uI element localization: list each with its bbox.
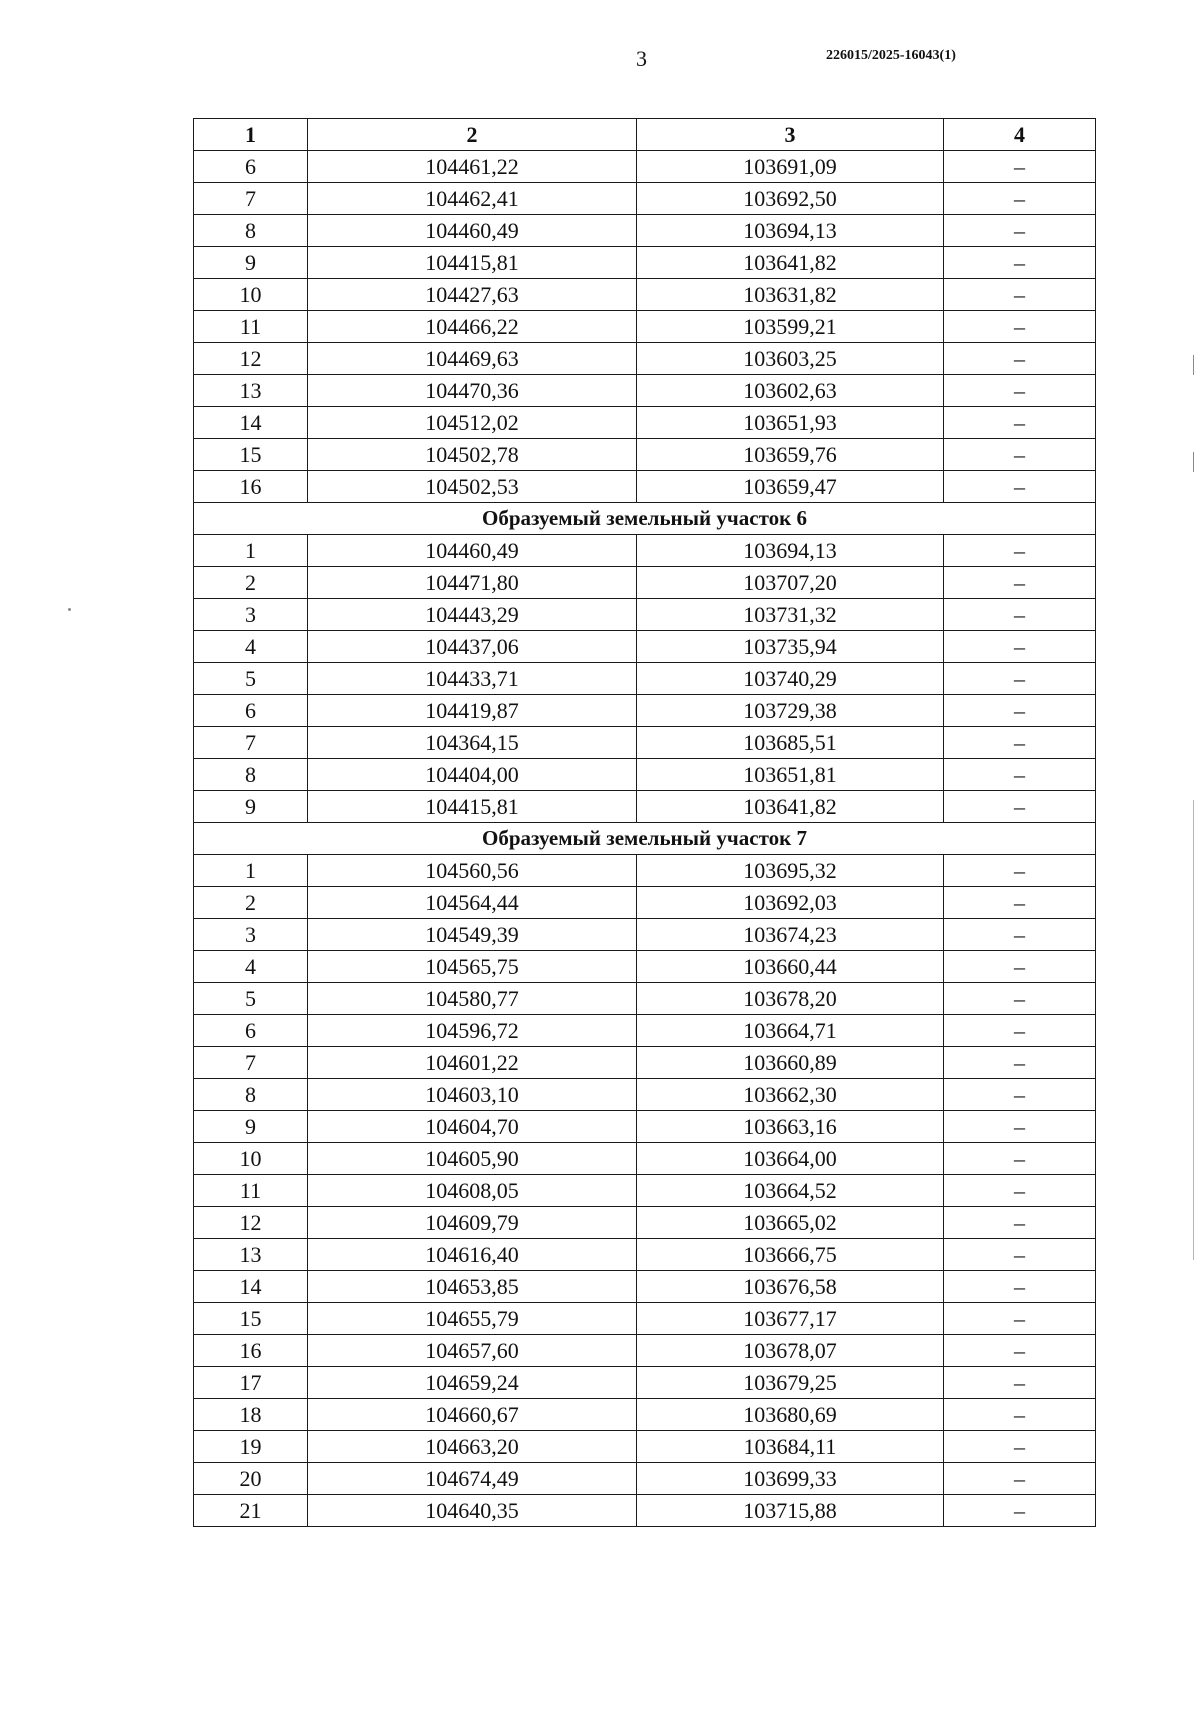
point-number-cell: 17: [194, 1367, 308, 1399]
x-coordinate-cell: 104419,87: [308, 695, 637, 727]
note-cell: –: [944, 919, 1096, 951]
x-coordinate-cell: 104364,15: [308, 727, 637, 759]
point-number-cell: 15: [194, 439, 308, 471]
table-header-row: [194, 119, 1096, 151]
table-row: [194, 1111, 1096, 1143]
point-number-cell: 8: [194, 759, 308, 791]
table-row: [194, 1463, 1096, 1495]
point-number-cell: 2: [194, 887, 308, 919]
x-coordinate-cell: 104461,22: [308, 151, 637, 183]
point-number-cell: 9: [194, 1111, 308, 1143]
x-coordinate-cell: 104605,90: [308, 1143, 637, 1175]
page-number: 3: [636, 46, 647, 71]
note-cell: –: [944, 1463, 1096, 1495]
table-row: [194, 471, 1096, 503]
document-number: 226015/2025-16043(1): [826, 48, 956, 63]
note-cell: –: [944, 1367, 1096, 1399]
point-number-cell: 6: [194, 151, 308, 183]
note-cell: –: [944, 631, 1096, 663]
table-row: [194, 407, 1096, 439]
table-row: [194, 663, 1096, 695]
note-cell: –: [944, 951, 1096, 983]
note-cell: –: [944, 311, 1096, 343]
x-coordinate-cell: 104663,20: [308, 1431, 637, 1463]
x-coordinate-cell: 104601,22: [308, 1047, 637, 1079]
x-coordinate-cell: 104462,41: [308, 183, 637, 215]
point-number-cell: 18: [194, 1399, 308, 1431]
note-cell: –: [944, 1431, 1096, 1463]
note-cell: –: [944, 279, 1096, 311]
x-coordinate-cell: 104502,78: [308, 439, 637, 471]
y-coordinate-cell: 103602,63: [637, 375, 944, 407]
x-coordinate-cell: 104604,70: [308, 1111, 637, 1143]
table-row: [194, 1239, 1096, 1271]
point-number-cell: 13: [194, 1239, 308, 1271]
x-coordinate-cell: 104502,53: [308, 471, 637, 503]
table-row: [194, 535, 1096, 567]
y-coordinate-cell: 103662,30: [637, 1079, 944, 1111]
x-coordinate-cell: 104608,05: [308, 1175, 637, 1207]
point-number-cell: 11: [194, 1175, 308, 1207]
table-row: [194, 599, 1096, 631]
y-coordinate-cell: 103599,21: [637, 311, 944, 343]
y-coordinate-cell: 103678,07: [637, 1335, 944, 1367]
table-row: [194, 343, 1096, 375]
y-coordinate-cell: 103729,38: [637, 695, 944, 727]
note-cell: –: [944, 1015, 1096, 1047]
note-cell: –: [944, 1079, 1096, 1111]
point-number-cell: 16: [194, 471, 308, 503]
x-coordinate-cell: 104655,79: [308, 1303, 637, 1335]
x-coordinate-cell: 104404,00: [308, 759, 637, 791]
note-cell: –: [944, 599, 1096, 631]
table-row: [194, 1431, 1096, 1463]
note-cell: –: [944, 1175, 1096, 1207]
table-row: [194, 1079, 1096, 1111]
y-coordinate-cell: 103707,20: [637, 567, 944, 599]
point-number-cell: 16: [194, 1335, 308, 1367]
x-coordinate-cell: 104596,72: [308, 1015, 637, 1047]
scan-artifact: [1193, 800, 1194, 1260]
y-coordinate-cell: 103694,13: [637, 535, 944, 567]
table-row: [194, 695, 1096, 727]
note-cell: –: [944, 1239, 1096, 1271]
point-number-cell: 8: [194, 1079, 308, 1111]
point-number-cell: 9: [194, 791, 308, 823]
table-row: [194, 1047, 1096, 1079]
table-row: [194, 1399, 1096, 1431]
point-number-cell: 15: [194, 1303, 308, 1335]
y-coordinate-cell: 103665,02: [637, 1207, 944, 1239]
y-coordinate-cell: 103735,94: [637, 631, 944, 663]
note-cell: –: [944, 983, 1096, 1015]
y-coordinate-cell: 103674,23: [637, 919, 944, 951]
table-row: [194, 1495, 1096, 1527]
y-coordinate-cell: 103631,82: [637, 279, 944, 311]
section-title: Образуемый земельный участок 6: [194, 503, 1096, 535]
y-coordinate-cell: 103715,88: [637, 1495, 944, 1527]
point-number-cell: 20: [194, 1463, 308, 1495]
note-cell: –: [944, 791, 1096, 823]
table-row: [194, 151, 1096, 183]
point-number-cell: 4: [194, 631, 308, 663]
y-coordinate-cell: 103676,58: [637, 1271, 944, 1303]
y-coordinate-cell: 103680,69: [637, 1399, 944, 1431]
note-cell: –: [944, 247, 1096, 279]
point-number-cell: 9: [194, 247, 308, 279]
table-row: [194, 919, 1096, 951]
y-coordinate-cell: 103699,33: [637, 1463, 944, 1495]
column-header: 2: [308, 119, 637, 151]
note-cell: –: [944, 1335, 1096, 1367]
x-coordinate-cell: 104427,63: [308, 279, 637, 311]
note-cell: –: [944, 439, 1096, 471]
x-coordinate-cell: 104415,81: [308, 791, 637, 823]
y-coordinate-cell: 103660,44: [637, 951, 944, 983]
x-coordinate-cell: 104603,10: [308, 1079, 637, 1111]
x-coordinate-cell: 104580,77: [308, 983, 637, 1015]
point-number-cell: 12: [194, 1207, 308, 1239]
note-cell: –: [944, 855, 1096, 887]
table-row: [194, 1303, 1096, 1335]
point-number-cell: 1: [194, 535, 308, 567]
x-coordinate-cell: 104460,49: [308, 215, 637, 247]
point-number-cell: 1: [194, 855, 308, 887]
table-row: [194, 247, 1096, 279]
table-row: [194, 1207, 1096, 1239]
y-coordinate-cell: 103659,76: [637, 439, 944, 471]
table-body: [194, 151, 1096, 1527]
x-coordinate-cell: 104471,80: [308, 567, 637, 599]
x-coordinate-cell: 104565,75: [308, 951, 637, 983]
coordinates-table: [193, 118, 1096, 1527]
section-title: Образуемый земельный участок 7: [194, 823, 1096, 855]
point-number-cell: 7: [194, 183, 308, 215]
table-row: [194, 215, 1096, 247]
note-cell: –: [944, 695, 1096, 727]
point-number-cell: 3: [194, 599, 308, 631]
point-number-cell: 7: [194, 1047, 308, 1079]
y-coordinate-cell: 103677,17: [637, 1303, 944, 1335]
section-row: [194, 823, 1096, 855]
point-number-cell: 6: [194, 695, 308, 727]
y-coordinate-cell: 103740,29: [637, 663, 944, 695]
point-number-cell: 11: [194, 311, 308, 343]
note-cell: –: [944, 1047, 1096, 1079]
section-row: [194, 503, 1096, 535]
note-cell: –: [944, 727, 1096, 759]
point-number-cell: 7: [194, 727, 308, 759]
table-row: [194, 631, 1096, 663]
point-number-cell: 3: [194, 919, 308, 951]
y-coordinate-cell: 103664,00: [637, 1143, 944, 1175]
note-cell: –: [944, 1143, 1096, 1175]
point-number-cell: 5: [194, 663, 308, 695]
x-coordinate-cell: 104460,49: [308, 535, 637, 567]
table-row: [194, 759, 1096, 791]
y-coordinate-cell: 103694,13: [637, 215, 944, 247]
x-coordinate-cell: 104657,60: [308, 1335, 637, 1367]
column-header: 4: [944, 119, 1096, 151]
table-row: [194, 1015, 1096, 1047]
y-coordinate-cell: 103663,16: [637, 1111, 944, 1143]
point-number-cell: 4: [194, 951, 308, 983]
point-number-cell: 21: [194, 1495, 308, 1527]
x-coordinate-cell: 104659,24: [308, 1367, 637, 1399]
table-row: [194, 567, 1096, 599]
table-row: [194, 183, 1096, 215]
table-row: [194, 1175, 1096, 1207]
y-coordinate-cell: 103651,81: [637, 759, 944, 791]
x-coordinate-cell: 104437,06: [308, 631, 637, 663]
note-cell: –: [944, 151, 1096, 183]
x-coordinate-cell: 104469,63: [308, 343, 637, 375]
y-coordinate-cell: 103664,52: [637, 1175, 944, 1207]
point-number-cell: 14: [194, 1271, 308, 1303]
y-coordinate-cell: 103692,50: [637, 183, 944, 215]
point-number-cell: 6: [194, 1015, 308, 1047]
x-coordinate-cell: 104660,67: [308, 1399, 637, 1431]
table-row: [194, 311, 1096, 343]
note-cell: –: [944, 1399, 1096, 1431]
y-coordinate-cell: 103731,32: [637, 599, 944, 631]
y-coordinate-cell: 103678,20: [637, 983, 944, 1015]
table-row: [194, 1143, 1096, 1175]
column-header: 3: [637, 119, 944, 151]
point-number-cell: 14: [194, 407, 308, 439]
note-cell: –: [944, 183, 1096, 215]
point-number-cell: 10: [194, 1143, 308, 1175]
table-row: [194, 1367, 1096, 1399]
y-coordinate-cell: 103641,82: [637, 247, 944, 279]
note-cell: –: [944, 663, 1096, 695]
y-coordinate-cell: 103695,32: [637, 855, 944, 887]
table-row: [194, 855, 1096, 887]
x-coordinate-cell: 104640,35: [308, 1495, 637, 1527]
note-cell: –: [944, 375, 1096, 407]
x-coordinate-cell: 104560,56: [308, 855, 637, 887]
note-cell: –: [944, 567, 1096, 599]
note-cell: –: [944, 471, 1096, 503]
note-cell: –: [944, 759, 1096, 791]
table-row: [194, 375, 1096, 407]
note-cell: –: [944, 343, 1096, 375]
y-coordinate-cell: 103641,82: [637, 791, 944, 823]
x-coordinate-cell: 104415,81: [308, 247, 637, 279]
x-coordinate-cell: 104564,44: [308, 887, 637, 919]
y-coordinate-cell: 103679,25: [637, 1367, 944, 1399]
note-cell: –: [944, 887, 1096, 919]
point-number-cell: 13: [194, 375, 308, 407]
y-coordinate-cell: 103651,93: [637, 407, 944, 439]
note-cell: –: [944, 535, 1096, 567]
x-coordinate-cell: 104466,22: [308, 311, 637, 343]
table-row: [194, 983, 1096, 1015]
x-coordinate-cell: 104674,49: [308, 1463, 637, 1495]
scan-dot: [68, 608, 71, 611]
note-cell: –: [944, 1303, 1096, 1335]
point-number-cell: 12: [194, 343, 308, 375]
table-row: [194, 279, 1096, 311]
point-number-cell: 5: [194, 983, 308, 1015]
point-number-cell: 2: [194, 567, 308, 599]
scan-artifact: [1193, 355, 1194, 375]
y-coordinate-cell: 103603,25: [637, 343, 944, 375]
y-coordinate-cell: 103685,51: [637, 727, 944, 759]
table-row: [194, 791, 1096, 823]
x-coordinate-cell: 104653,85: [308, 1271, 637, 1303]
point-number-cell: 19: [194, 1431, 308, 1463]
y-coordinate-cell: 103691,09: [637, 151, 944, 183]
note-cell: –: [944, 1207, 1096, 1239]
note-cell: –: [944, 215, 1096, 247]
x-coordinate-cell: 104609,79: [308, 1207, 637, 1239]
column-header: 1: [194, 119, 308, 151]
table-row: [194, 727, 1096, 759]
note-cell: –: [944, 1495, 1096, 1527]
table-row: [194, 951, 1096, 983]
point-number-cell: 10: [194, 279, 308, 311]
x-coordinate-cell: 104512,02: [308, 407, 637, 439]
x-coordinate-cell: 104616,40: [308, 1239, 637, 1271]
table-row: [194, 1335, 1096, 1367]
table-row: [194, 887, 1096, 919]
note-cell: –: [944, 1111, 1096, 1143]
y-coordinate-cell: 103684,11: [637, 1431, 944, 1463]
note-cell: –: [944, 1271, 1096, 1303]
y-coordinate-cell: 103666,75: [637, 1239, 944, 1271]
table-row: [194, 1271, 1096, 1303]
point-number-cell: 8: [194, 215, 308, 247]
x-coordinate-cell: 104443,29: [308, 599, 637, 631]
x-coordinate-cell: 104549,39: [308, 919, 637, 951]
x-coordinate-cell: 104433,71: [308, 663, 637, 695]
table-row: [194, 439, 1096, 471]
y-coordinate-cell: 103692,03: [637, 887, 944, 919]
y-coordinate-cell: 103664,71: [637, 1015, 944, 1047]
scan-artifact: [1193, 452, 1194, 472]
y-coordinate-cell: 103659,47: [637, 471, 944, 503]
x-coordinate-cell: 104470,36: [308, 375, 637, 407]
note-cell: –: [944, 407, 1096, 439]
y-coordinate-cell: 103660,89: [637, 1047, 944, 1079]
